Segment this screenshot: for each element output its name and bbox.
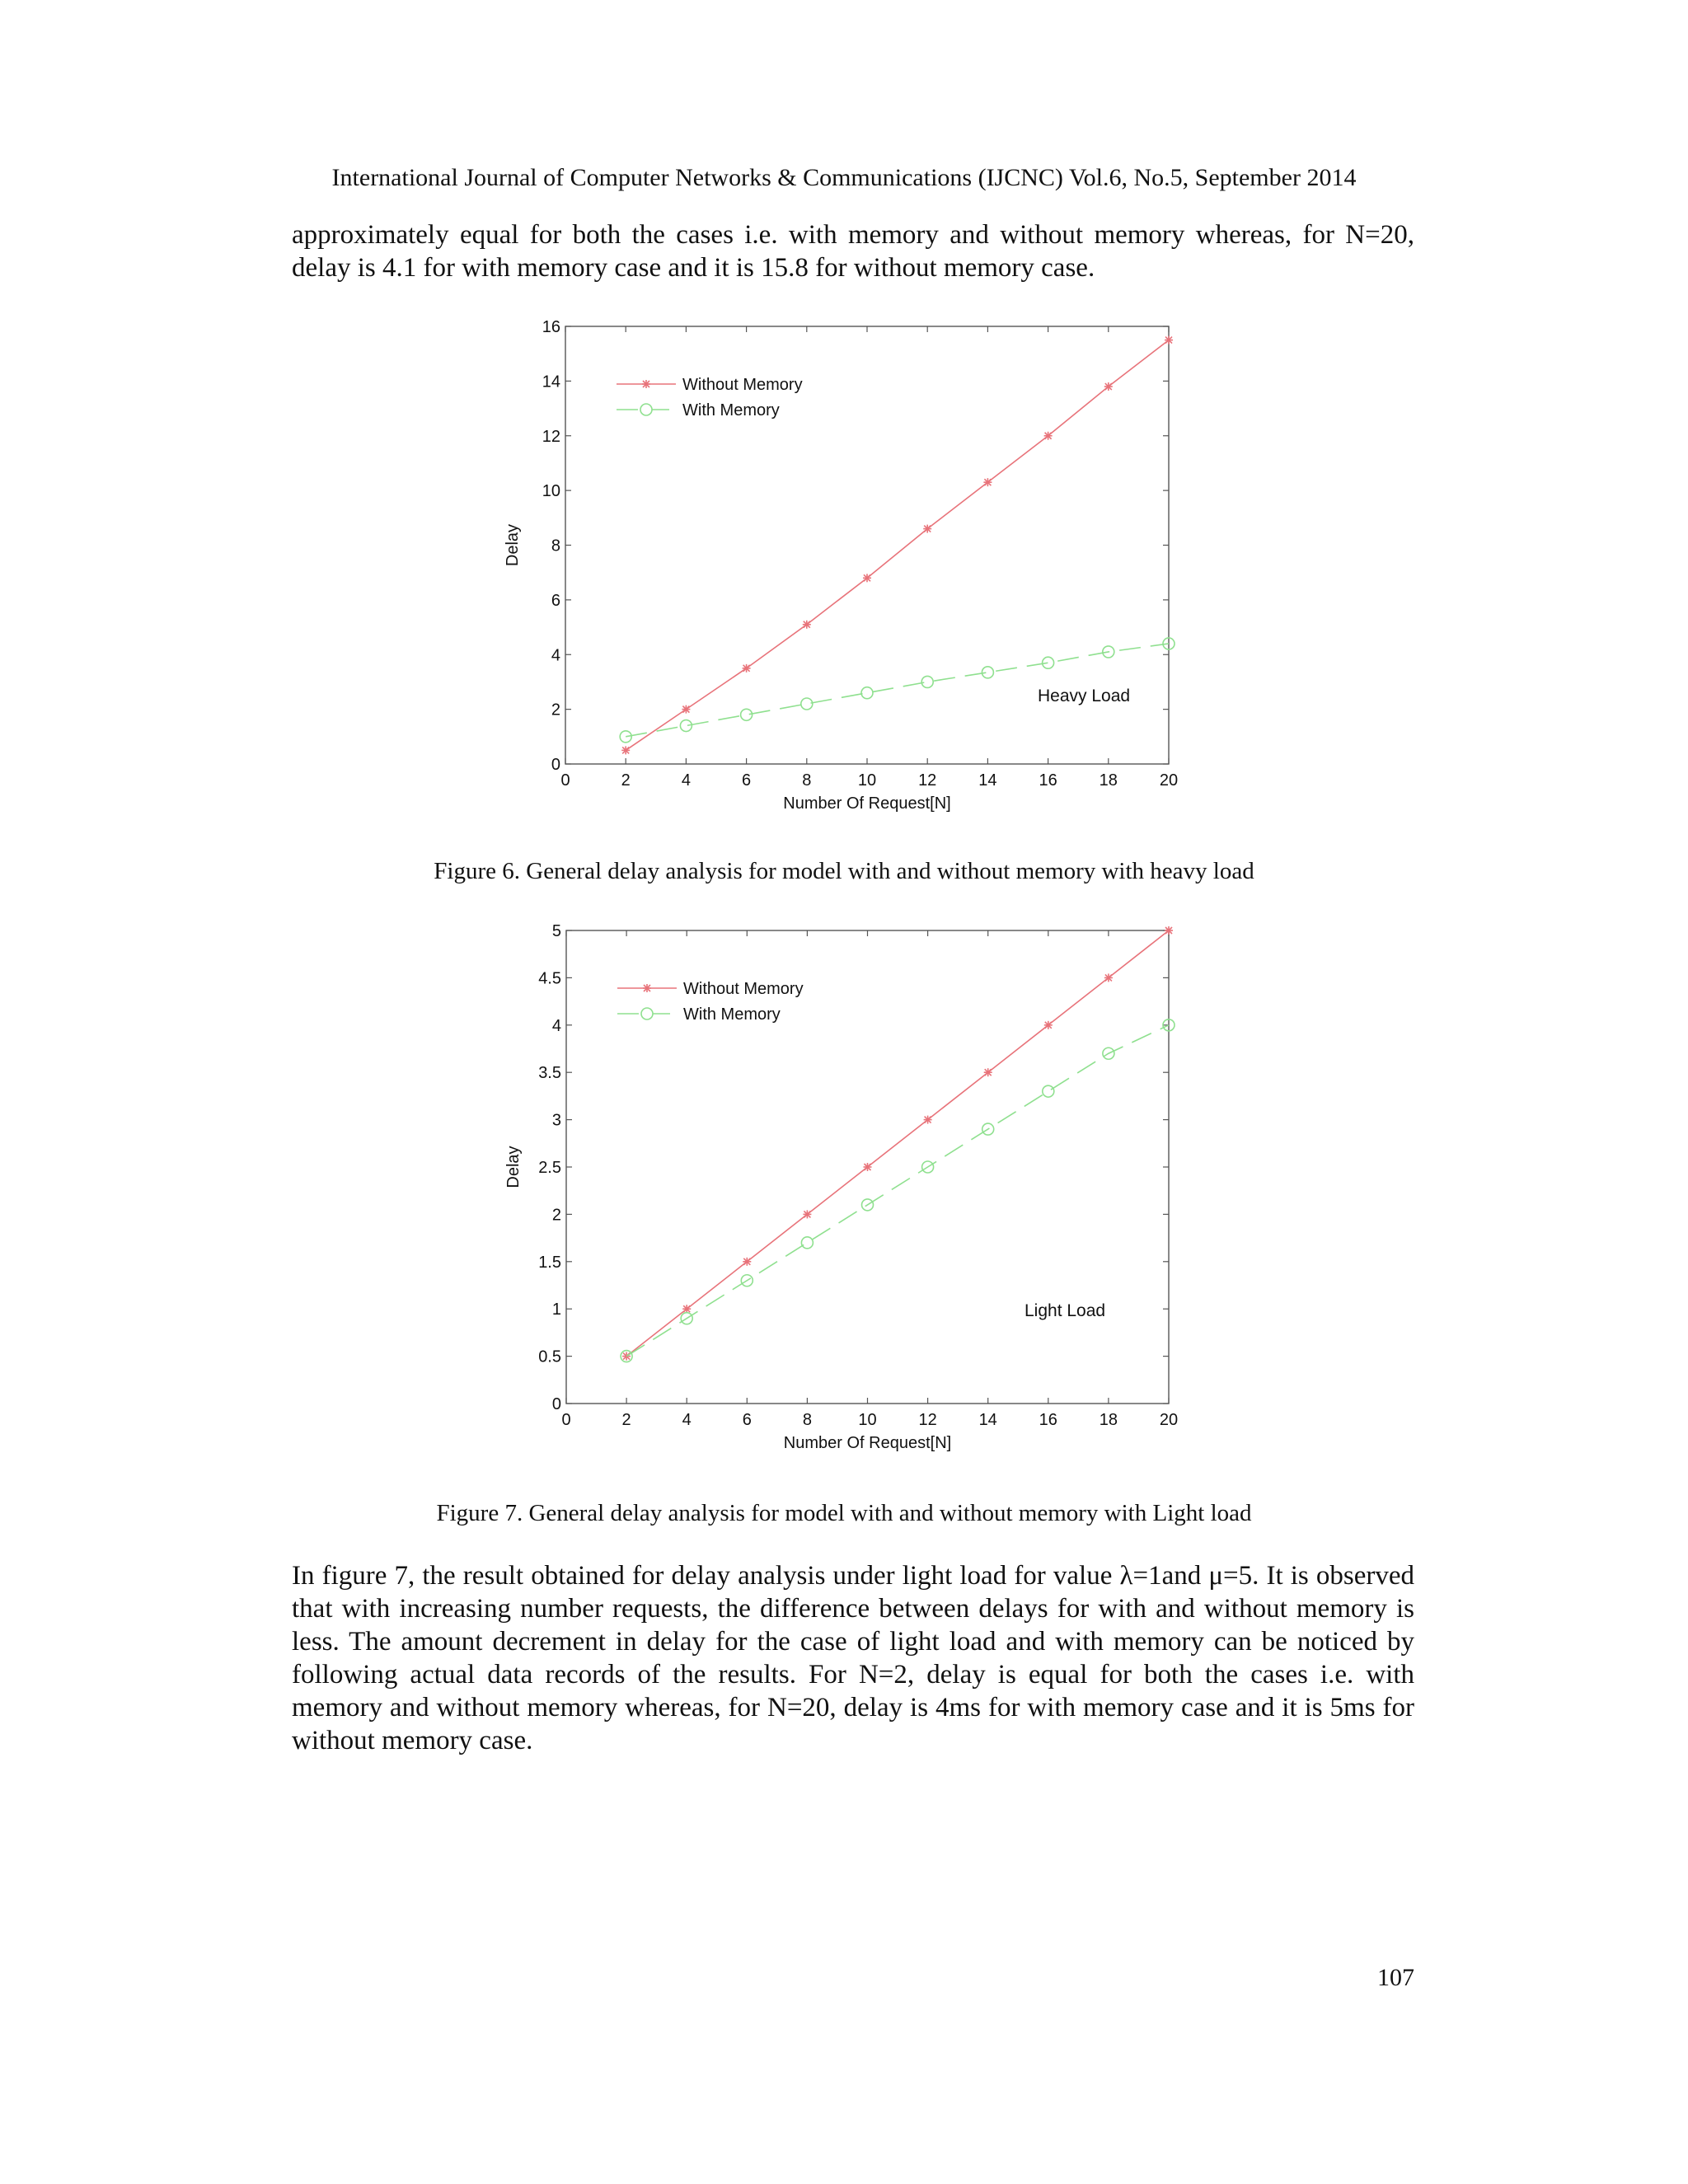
y-tick-label: 14 [542,373,560,391]
data-point-without-memory [924,1116,932,1124]
paragraph-bottom: In figure 7, the result obtained for delay analysis under light load for value λ=1and μ=5. It is observed that with increasing number requests, the difference between delays for with and without memory is less. The amount decrement in delay for the case of light load and with memory can be noticed by following actual data records of the results. For N=2, delay is equal for both the cases i.e. with memory and without memory whereas, for N=20, delay is 4ms for with memory case and it is 5ms for without memory case. [292,1561,1414,1755]
x-tick-label: 20 [1159,1411,1179,1429]
y-tick-label: 3 [551,1111,561,1130]
y-tick-label: 16 [542,318,560,336]
x-tick-label: 14 [978,771,997,790]
x-axis-label: Number Of Request[N] [783,1434,952,1452]
y-tick-label: 2.5 [538,1159,561,1177]
y-tick-label: 0 [551,756,560,774]
data-point-without-memory [863,574,871,582]
data-point-without-memory [743,1258,751,1266]
y-tick-label: 1.5 [538,1253,561,1272]
y-tick-label: 2 [551,1206,561,1225]
x-tick-label: 8 [802,1411,812,1429]
data-point-without-memory [743,664,751,673]
legend-label: Without Memory [683,980,804,998]
legend-marker-without-memory [642,380,650,388]
x-tick-label: 18 [1099,1411,1118,1429]
y-tick-label: 0 [551,1395,561,1413]
y-tick-label: 2 [551,701,560,719]
y-axis-label: Delay [504,523,522,567]
legend-label: Without Memory [682,376,803,394]
data-point-without-memory [1165,336,1173,344]
data-point-without-memory [983,478,992,486]
figure-7-chart [495,915,1203,1459]
x-tick-label: 2 [621,1411,631,1429]
data-point-without-memory [1044,432,1053,440]
data-point-without-memory [864,1163,872,1171]
y-tick-label: 12 [542,427,560,446]
data-point-without-memory [1044,1021,1053,1029]
x-tick-label: 10 [857,771,877,790]
x-tick-label: 0 [561,1411,571,1429]
x-tick-label: 20 [1159,771,1179,790]
legend-marker-without-memory [643,984,651,992]
x-tick-label: 4 [682,1411,692,1429]
y-tick-label: 6 [551,591,560,610]
y-tick-label: 5 [551,922,561,940]
legend-label: With Memory [683,1005,781,1024]
x-tick-label: 10 [858,1411,877,1429]
y-tick-label: 10 [542,482,560,501]
annotation-light-load: Light Load [1025,1301,1106,1320]
annotation-heavy-load: Heavy Load [1038,687,1131,705]
x-tick-label: 14 [978,1411,997,1429]
legend-marker-with-memory [641,1008,653,1019]
x-tick-label: 16 [1039,771,1057,790]
y-axis-label: Delay [504,1146,523,1188]
legend-marker-with-memory [640,404,652,415]
data-point-without-memory [803,1210,811,1218]
data-point-without-memory [803,621,811,629]
paragraph-top: approximately equal for both the cases i.e. with memory and without memory whereas, for N=20, delay is 4.1 for with memory case and it is 15.8 for without memory case. [292,220,1414,283]
y-tick-label: 4 [551,1016,561,1035]
y-tick-label: 3.5 [538,1064,561,1083]
data-point-without-memory [984,1068,992,1076]
figure-6-chart [495,313,1203,824]
x-tick-label: 16 [1039,1411,1057,1429]
data-point-without-memory [923,525,931,533]
x-tick-label: 2 [621,771,631,790]
data-point-without-memory [1104,973,1113,982]
x-tick-label: 0 [560,771,570,790]
legend-label: With Memory [682,401,780,419]
x-tick-label: 8 [802,771,812,790]
data-point-without-memory [682,1305,691,1313]
x-tick-label: 12 [918,771,937,790]
figure-7-caption: Figure 7. General delay analysis for model with and without memory with Light load [436,1500,1252,1526]
figure-6-caption: Figure 6. General delay analysis for model with and without memory with heavy load [434,858,1254,884]
x-tick-label: 6 [742,771,752,790]
x-axis-label: Number Of Request[N] [783,794,951,813]
data-point-without-memory [1165,926,1173,935]
x-tick-label: 6 [742,1411,752,1429]
y-tick-label: 4 [551,646,560,665]
x-tick-label: 12 [918,1411,937,1429]
data-point-without-memory [682,705,690,714]
y-tick-label: 4.5 [538,969,561,988]
x-tick-label: 18 [1099,771,1118,790]
running-header: International Journal of Computer Networks & Communications (IJCNC) Vol.6, No.5, September 2014 [331,164,1357,191]
data-point-without-memory [1104,382,1113,391]
y-tick-label: 0.5 [538,1347,561,1366]
y-tick-label: 1 [551,1301,561,1319]
page-number: 107 [1377,1964,1414,1991]
data-point-without-memory [621,746,630,754]
x-tick-label: 4 [681,771,691,790]
y-tick-label: 8 [551,537,560,555]
